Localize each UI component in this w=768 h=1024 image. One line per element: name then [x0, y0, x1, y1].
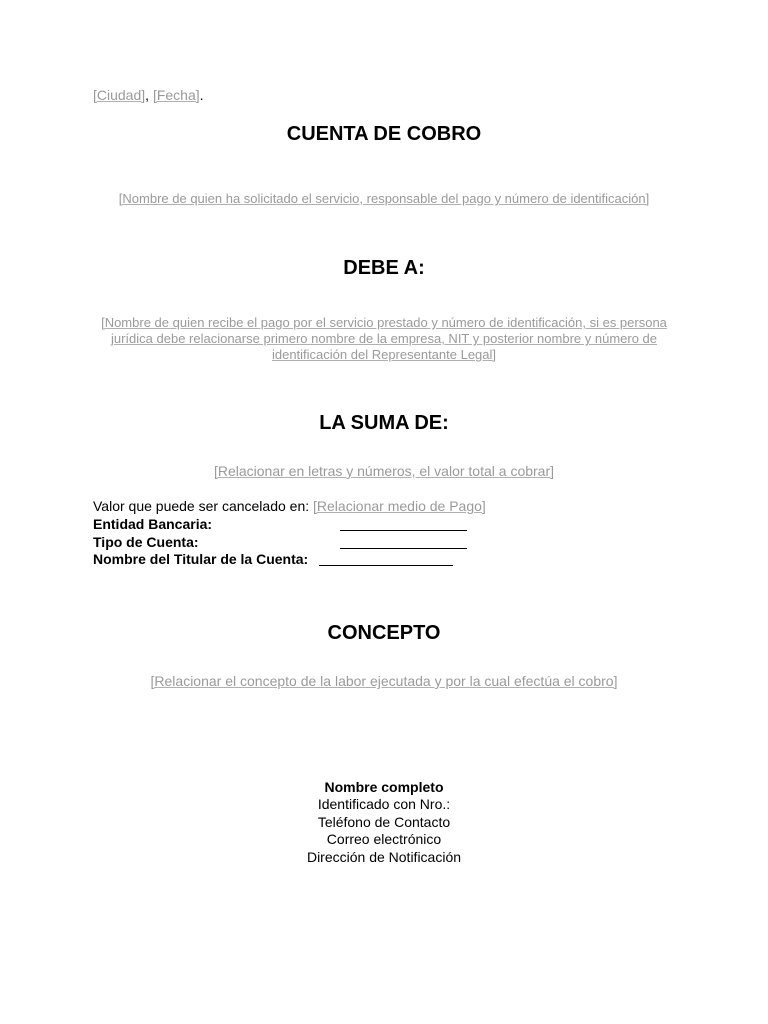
payment-method-line	[93, 498, 486, 515]
account-type-label: Tipo de Cuenta:	[93, 534, 199, 550]
payment-intro: Valor que puede ser cancelado en:	[93, 498, 314, 514]
account-type-blank-line	[340, 548, 467, 549]
debe-heading: DEBE A:	[343, 257, 425, 279]
bank-label: Entidad Bancaria:	[93, 516, 213, 532]
payee-placeholder	[100, 315, 668, 363]
city-placeholder: [Ciudad]	[93, 87, 146, 103]
signature-phone: Teléfono de Contacto	[317, 814, 451, 830]
bank-blank-line	[340, 530, 467, 531]
payee-placeholder-part1: [Nombre de quien recibe el pago por el servicio prestado	[101, 315, 428, 330]
concept-placeholder: [Relacionar el concepto de la labor ejecutada y por la cual efectúa el cobro]	[150, 673, 618, 689]
date-placeholder: [Fecha]	[152, 87, 200, 103]
signature-address: Dirección de Notificación	[306, 849, 462, 865]
account-holder-blank-line	[319, 565, 453, 566]
signature-name: Nombre completo	[324, 779, 444, 795]
document-title: CUENTA DE COBRO	[286, 123, 482, 145]
payee-placeholder-part2: y número de identificación, si es persona jurídica debe relacionarse primero nombre de la empresa, NIT y posterior nombre y número de identificación del Representante Legal]	[110, 315, 667, 362]
payer-placeholder-part1: [Nombre de quien ha solicitado el servicio, responsable del pago	[118, 191, 491, 206]
suma-heading: LA SUMA DE:	[319, 412, 449, 434]
amount-placeholder: [Relacionar en letras y números, el valor total a cobrar]	[213, 463, 555, 479]
payer-placeholder-part2: y número de identificación]	[490, 191, 650, 206]
separator: ,	[145, 87, 153, 103]
payment-method-placeholder: [Relacionar medio de Pago]	[313, 498, 486, 514]
concepto-heading: CONCEPTO	[327, 622, 441, 644]
signature-email: Correo electrónico	[326, 831, 442, 847]
amount-placeholder-line	[0, 463, 768, 480]
place-date-line	[93, 87, 204, 104]
account-holder-label: Nombre del Titular de la Cuenta:	[93, 551, 309, 567]
payer-placeholder	[100, 191, 668, 207]
concept-placeholder-line	[0, 673, 768, 690]
signature-id: Identificado con Nro.:	[317, 796, 451, 812]
period: .	[199, 87, 204, 103]
